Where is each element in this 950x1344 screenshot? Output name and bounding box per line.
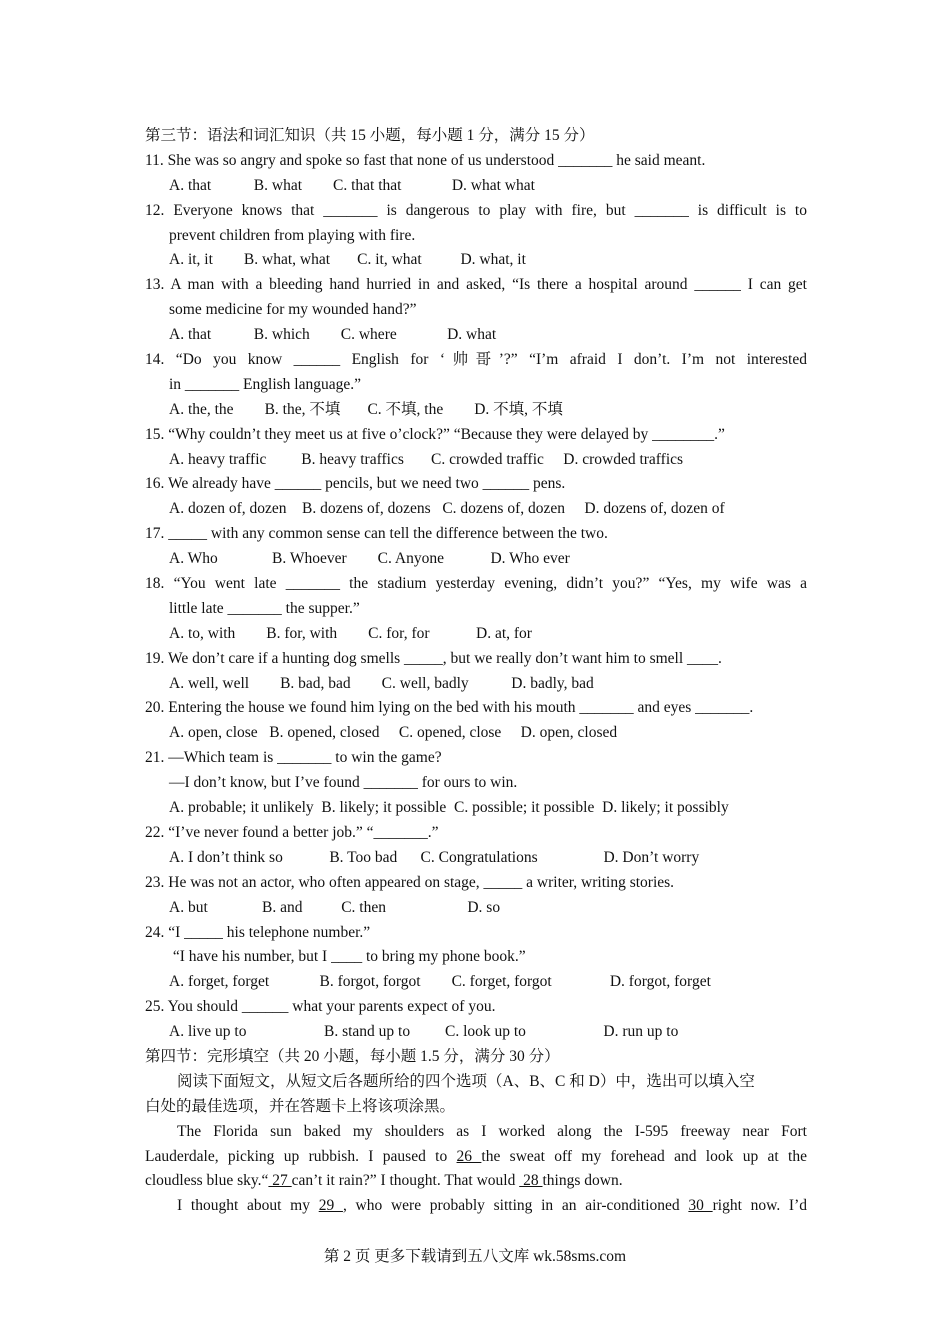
text-line: A. live up to B. stand up to C. look up to D. run up to — [169, 1023, 679, 1041]
blank-26: 26 — [456, 1147, 482, 1165]
text-line: A. open, close B. opened, closed C. opened, close D. open, closed — [169, 724, 618, 742]
text-line: A. well, well B. bad, bad C. well, badly D. badly, bad — [169, 674, 594, 692]
text-line: “I have his number, but I ____ to bring my phone book.” — [169, 948, 526, 966]
passage-text: cloudless blue sky.“ — [145, 1172, 269, 1190]
passage-text: the sweat off my forehead and look up at the — [481, 1147, 807, 1165]
passage-text: right now. I’d — [712, 1197, 807, 1215]
text-line: 20. Entering the house we found him lying on the bed with his mouth _______ and eyes _______. — [145, 699, 754, 717]
text-line: 18. “You went late _______ the stadium yesterday evening, didn’t you?” “Yes, my wife was a — [145, 575, 807, 593]
text-line: 24. “I _____ his telephone number.” — [145, 923, 371, 941]
text-line: 25. You should ______ what your parents expect of you. — [145, 998, 496, 1016]
text-line: 13. A man with a bleeding hand hurried in and asked, “Is there a hospital around ______ I can get — [145, 276, 807, 294]
passage-text: , who were probably sitting in an air-conditioned — [342, 1197, 689, 1215]
text-line: A. that B. what C. that that D. what what — [169, 176, 535, 194]
passage-text: can’t it rain?” I thought. That would — [291, 1172, 520, 1190]
text-line: A. but B. and C. then D. so — [169, 898, 501, 916]
text-line: some medicine for my wounded hand?” — [169, 301, 417, 319]
text-line: —I don’t know, but I’ve found _______ for ours to win. — [169, 774, 518, 792]
text-line: in _______ English language.” — [169, 375, 361, 393]
passage-text: things down. — [542, 1172, 623, 1190]
text-line: A. that B. which C. where D. what — [169, 326, 497, 344]
text-line: A. I don’t think so B. Too bad C. Congratulations D. Don’t worry — [169, 848, 700, 866]
blank-29: 29 — [318, 1197, 343, 1215]
blank-28: 28 — [519, 1172, 543, 1190]
passage-line-1: The Florida sun baked my shoulders as I worked along the I-595 freeway near Fort — [177, 1122, 807, 1140]
text-line: A. Who B. Whoever C. Anyone D. Who ever — [169, 550, 570, 568]
text-line: 第三节：语法和词汇知识（共 15 小题，每小题 1 分，满分 15 分） — [145, 127, 595, 144]
passage-text: Lauderdale, picking up rubbish. I paused to — [145, 1147, 457, 1165]
text-line: prevent children from playing with fire. — [169, 226, 416, 244]
text-line: 16. We already have ______ pencils, but we need two ______ pens. — [145, 475, 566, 493]
blank-27: 27 — [268, 1172, 292, 1190]
text-line: 阅读下面短文，从短文后各题所给的四个选项（A、B、C 和 D）中，选出可以填入空 — [177, 1072, 755, 1090]
text-line: A. probable; it unlikely B. likely; it possible C. possible; it possible D. likely; it possibly — [169, 799, 729, 817]
text-line: 12. Everyone knows that _______ is dangerous to play with fire, but _______ is difficult is to — [145, 201, 807, 219]
exam-page — [145, 124, 807, 1219]
passage-line-3 — [145, 1169, 807, 1194]
text-line: A. forget, forget B. forgot, forgot C. forget, forgot D. forgot, forget — [169, 973, 711, 991]
page-footer: 第 2 页 更多下载请到五八文库 wk.58sms.com — [323, 1248, 627, 1265]
text-line: 22. “I’ve never found a better job.” “_______.” — [145, 823, 439, 841]
text-line: 11. She was so angry and spoke so fast that none of us understood _______ he said meant. — [145, 151, 706, 169]
text-line: A. to, with B. for, with C. for, for D. at, for — [169, 624, 532, 642]
text-line: A. dozen of, dozen B. dozens of, dozens C. dozens of, dozen D. dozens of, dozen of — [169, 500, 725, 518]
text-line: 23. He was not an actor, who often appeared on stage, _____ a writer, writing stories. — [145, 873, 675, 891]
text-line: A. it, it B. what, what C. it, what D. what, it — [169, 251, 526, 269]
question-lines — [145, 124, 807, 1120]
passage-line-4 — [145, 1194, 807, 1219]
text-line: 白处的最佳选项，并在答题卡上将该项涂黑。 — [145, 1097, 456, 1115]
passage-line-2 — [145, 1145, 807, 1170]
text-line: 17. _____ with any common sense can tell the difference between the two. — [145, 525, 608, 543]
passage-text: I thought about my — [177, 1197, 319, 1215]
text-line: 14. “Do you know ______ English for ‘帅哥’?” “I’m afraid I don’t. I’m not interested — [145, 351, 807, 369]
text-line: A. the, the B. the, 不填 C. 不填, the D. 不填, 不填 — [169, 400, 563, 418]
text-line: 19. We don’t care if a hunting dog smells _____, but we really don’t want him to smell ____. — [145, 649, 722, 667]
text-line: A. heavy traffic B. heavy traffics C. crowded traffic D. crowded traffics — [169, 450, 684, 468]
blank-30: 30 — [688, 1197, 713, 1215]
text-line: 第四节：完形填空（共 20 小题，每小题 1.5 分，满分 30 分） — [145, 1047, 560, 1065]
text-line: 21. —Which team is _______ to win the game? — [145, 749, 442, 767]
text-line: little late _______ the supper.” — [169, 599, 360, 617]
text-line: 15. “Why couldn’t they meet us at five o’clock?” “Because they were delayed by ________.” — [145, 425, 725, 443]
